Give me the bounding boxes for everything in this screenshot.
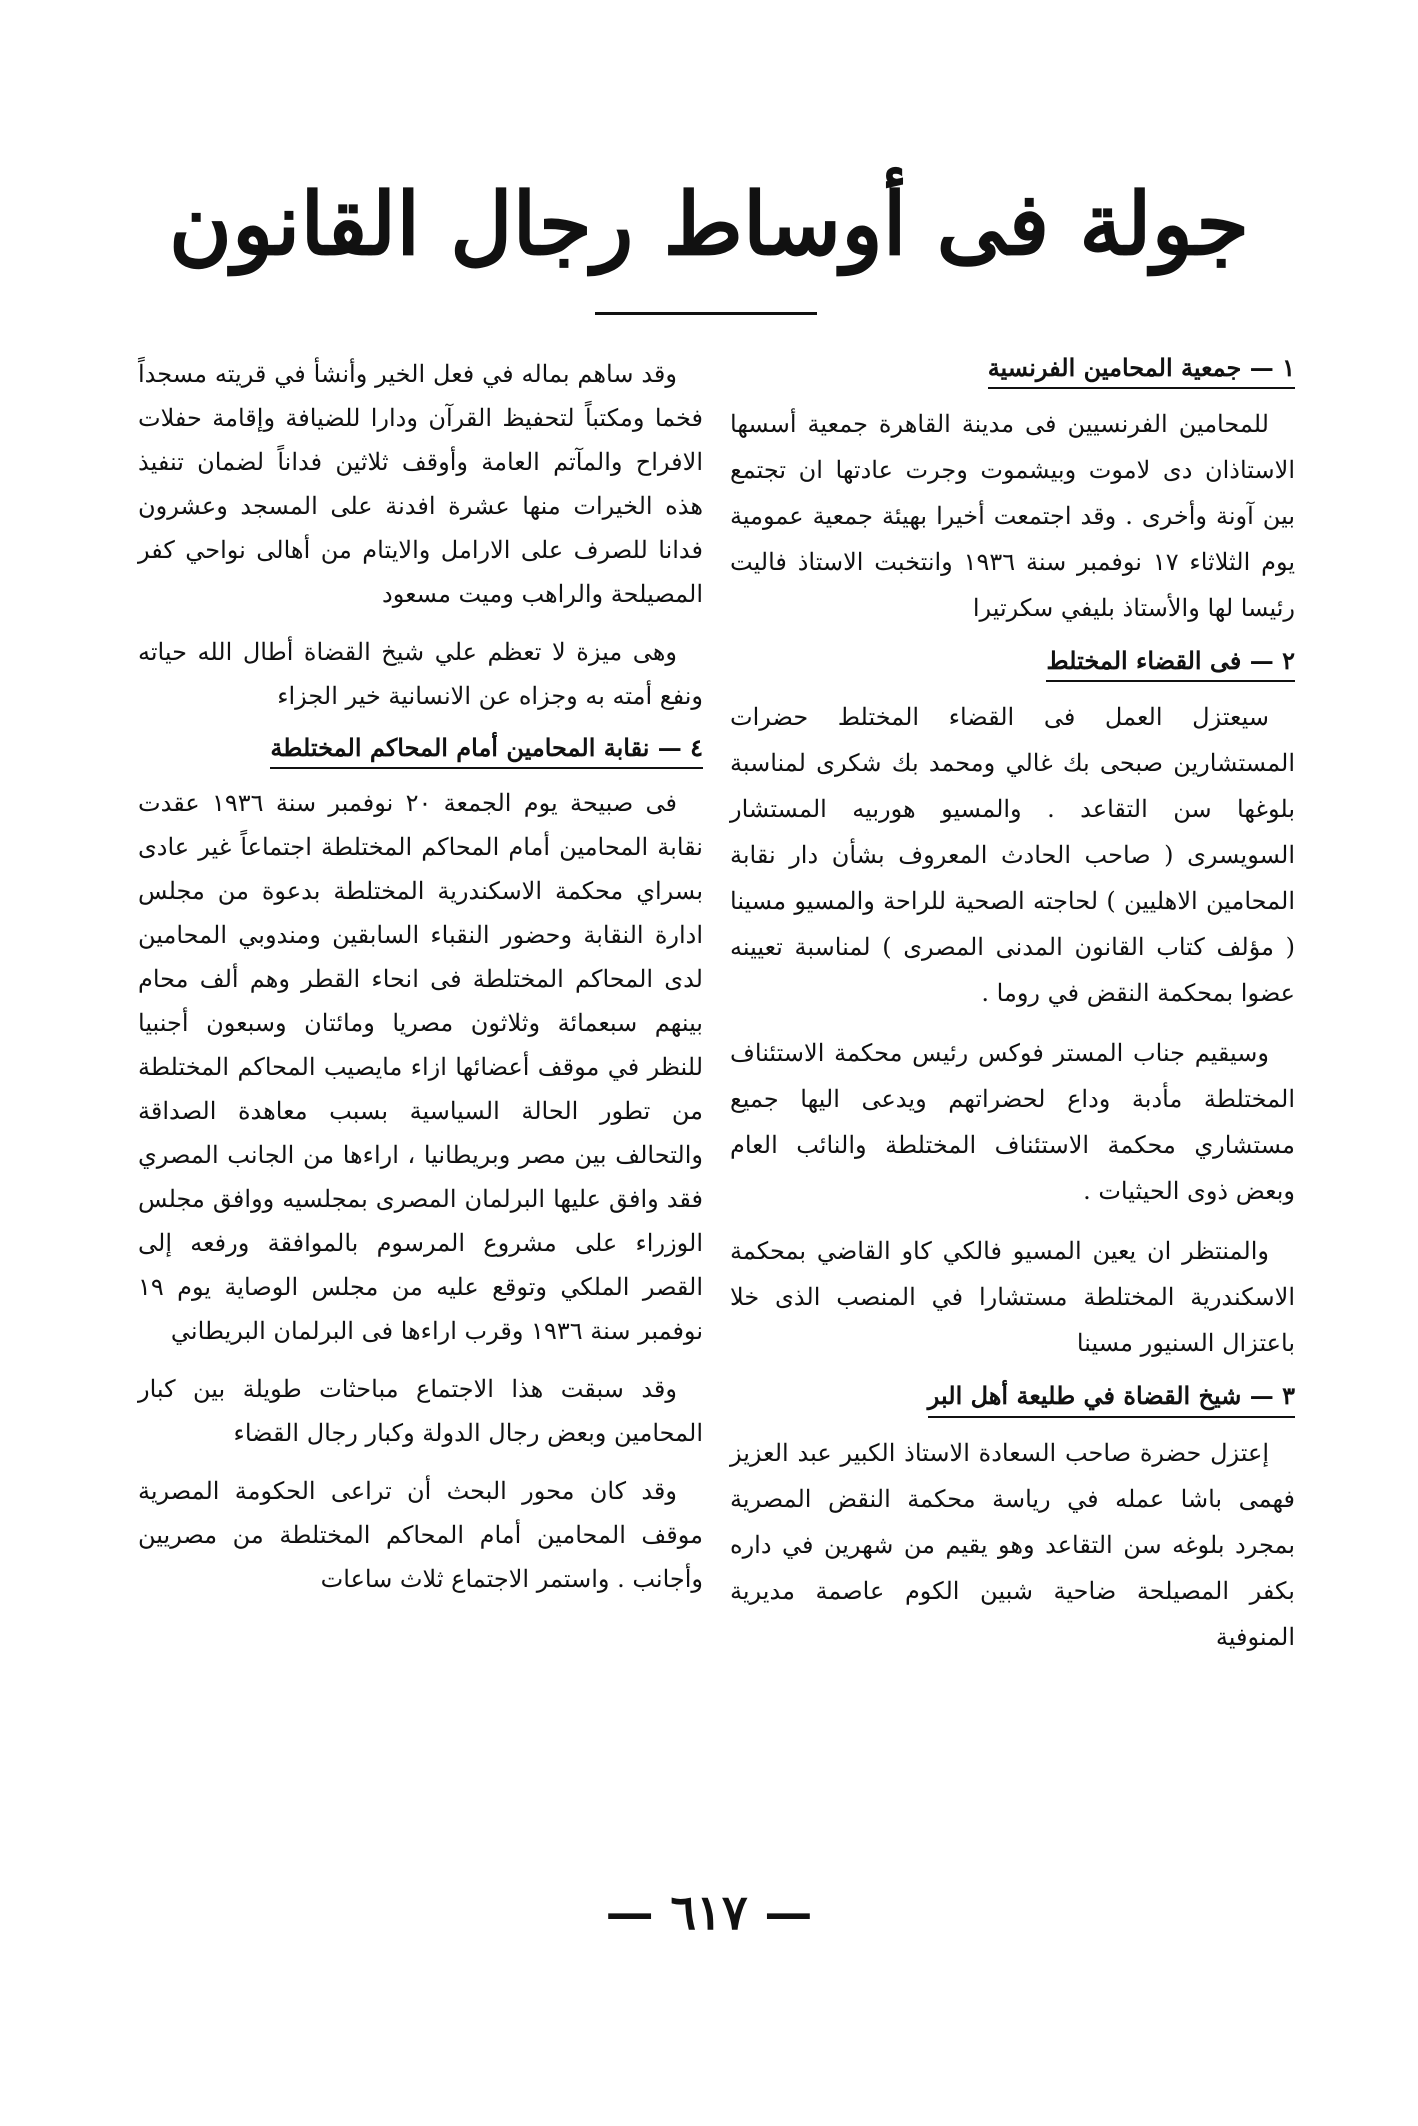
section-1-heading: ١ — جمعية المحامين الفرنسية xyxy=(988,352,1295,389)
section-3-paragraph-1: إعتزل حضرة صاحب السعادة الاستاذ الكبير عبد العزيز فهمى باشا عمله في رياسة محكمة النقض المصرية بمجرد بلوغه سن التقاعد وهو يقيم من شهرين في داره بكفر المصيلحة ضاحية شبين الكوم عاصمة مديرية المنوفية xyxy=(730,1438,1295,1651)
section-4-paragraph-1: فى صبيحة يوم الجمعة ٢٠ نوفمبر سنة ١٩٣٦ عقدت نقابة المحامين أمام المحاكم المختلطة اجتماعاً غير عادى بسراي محكمة الاسكندرية المختلطة بدعوة من مجلس ادارة النقابة وحضور النقباء السابقين ومندوبي المحامين لدى المحاكم المختلطة فى انحاء القطر وهم ألف محام بينهم سبعمائة وثلاثون مصريا ومائتان وسبعون أجنبيا للنظر في موقف أعضائها ازاء مايصيب المحاكم المختلطة من تطور الحالة السياسية بسبب معاهدة الصداقة والتحالف بين مصر وبريطانيا ، اراءها من الجانب المصري فقد وافق عليها البرلمان المصرى بمجلسيه ووافق مجلس الوزراء على مشروع المرسوم بالموافقة ورفعه إلى القصر الملكي وتوقع عليه من مجلس الوصاية يوم ١٩ نوفمبر سنة ١٩٣٦ وقرب اراءها فى البرلمان البريطاني xyxy=(138,789,703,1346)
title-divider xyxy=(595,312,817,315)
page-number: — ٦١٧ — xyxy=(605,1885,813,1941)
section-3-paragraph-3: وهى ميزة لا تعظم علي شيخ القضاة أطال الله حياته ونفع أمته به وجزاه عن الانسانية خير الجزاء xyxy=(138,638,703,710)
section-2-heading: ٢ — فى القضاء المختلط xyxy=(1046,645,1295,682)
left-column xyxy=(138,352,703,1615)
section-2-paragraph-2: وسيقيم جناب المستر فوكس رئيس محكمة الاستئناف المختلطة مأدبة وداع لحضراتهم ويدعى اليها جميع مستشاري محكمة الاستئناف المختلطة والنائب العام وبعض ذوى الحيثيات . xyxy=(730,1039,1295,1206)
section-2-paragraph-1: سيعتزل العمل فى القضاء المختلط حضرات المستشارين صبحى بك غالي ومحمد بك شكرى لمناسبة بلوغها سن التقاعد . والمسيو هوربيه المستشار السويسرى ( صاحب الحادث المعروف بشأن دار نقابة المحامين الاهليين ) لحاجته الصحية للراحة والمسيو مسينا ( مؤلف كتاب القانون المدنى المصرى ) لمناسبة تعيينه عضوا بمحكمة النقض في روما . xyxy=(730,703,1295,1008)
section-3-paragraph-2: وقد ساهم بماله في فعل الخير وأنشأ في قريته مسجداً فخما ومكتباً لتحفيظ القرآن ودارا للضيافة وإقامة حفلات الافراح والمآتم العامة وأوقف ثلاثين فداناً لضمان تنفيذ هذه الخيرات منها عشرة افدنة على المسجد وعشرون فدانا للصرف على الارامل والايتام من أهالى نواحي كفر المصيلحة والراهب وميت مسعود xyxy=(138,360,703,608)
right-column xyxy=(730,352,1295,1674)
section-4-paragraph-3: وقد كان محور البحث أن تراعى الحكومة المصرية موقف المحامين أمام المحاكم المختلطة من مصريين وأجانب . واستمر الاجتماع ثلاث ساعات xyxy=(138,1477,703,1594)
page-title: جولة فى أوساط رجال القانون xyxy=(168,174,1250,275)
section-4-paragraph-2: وقد سبقت هذا الاجتماع مباحثات طويلة بين كبار المحامين وبعض رجال الدولة وكبار رجال القضاء xyxy=(138,1375,703,1448)
section-3-heading: ٣ — شيخ القضاة في طليعة أهل البر xyxy=(928,1380,1295,1417)
section-1-paragraph: للمحامين الفرنسيين فى مدينة القاهرة جمعية أسسها الاستاذان دى لاموت وبيشموت وجرت عادتها ان تجتمع بين آونة وأخرى . وقد اجتمعت أخيرا بهيئة جمعية عمومية يوم الثلاثاء ١٧ نوفمبر سنة ١٩٣٦ وانتخبت الاستاذ فاليت رئيسا لها والأستاذ بليفي سكرتيرا xyxy=(730,410,1296,623)
section-2-paragraph-3: والمنتظر ان يعين المسيو فالكي كاو القاضي بمحكمة الاسكندرية المختلطة مستشارا في المنصب الذى خلا باعتزال السنيور مسينا xyxy=(730,1237,1295,1358)
section-4-heading: ٤ — نقابة المحامين أمام المحاكم المختلطة xyxy=(270,732,703,769)
